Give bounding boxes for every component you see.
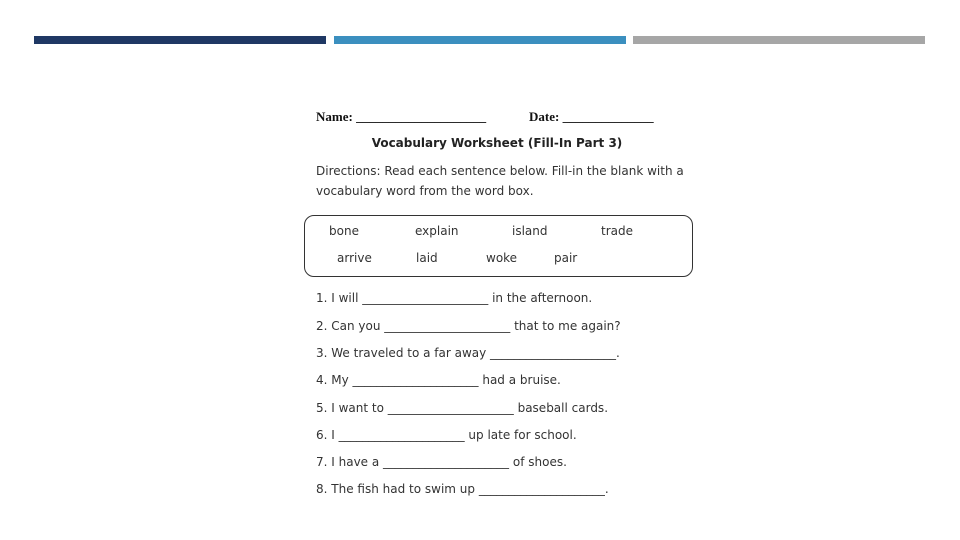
accent-bar-dark-blue (34, 36, 326, 44)
date-field-label: Date: ______________ (529, 109, 654, 124)
accent-bar-light-blue (334, 36, 626, 44)
word-box-item: trade (601, 224, 633, 238)
word-box-item: laid (416, 251, 438, 265)
question-item: 2. Can you _____________________ that to me again? (316, 319, 621, 333)
accent-bar-gray (633, 36, 925, 44)
word-box-item: explain (415, 224, 459, 238)
worksheet-directions: Directions: Read each sentence below. Fill-in the blank with a vocabulary word from the word box. (316, 164, 684, 198)
worksheet-title: Vocabulary Worksheet (Fill-In Part 3) (371, 136, 623, 150)
question-item: 3. We traveled to a far away _____________________. (316, 346, 620, 360)
word-box (304, 215, 693, 277)
question-item: 7. I have a _____________________ of shoes. (316, 455, 567, 469)
question-item: 1. I will _____________________ in the afternoon. (316, 291, 593, 305)
word-box-item: bone (329, 224, 359, 238)
question-item: 5. I want to _____________________ baseball cards. (316, 401, 609, 415)
word-box-item: pair (554, 251, 578, 265)
question-item: 8. The fish had to swim up _____________________. (316, 482, 609, 496)
name-field-label: Name: ____________________ (316, 109, 487, 124)
question-item: 6. I _____________________ up late for school. (316, 428, 577, 442)
word-box-item: island (512, 224, 548, 238)
word-box-item: arrive (337, 251, 372, 265)
word-box-item: woke (486, 251, 518, 265)
question-item: 4. My _____________________ had a bruise. (316, 373, 561, 387)
